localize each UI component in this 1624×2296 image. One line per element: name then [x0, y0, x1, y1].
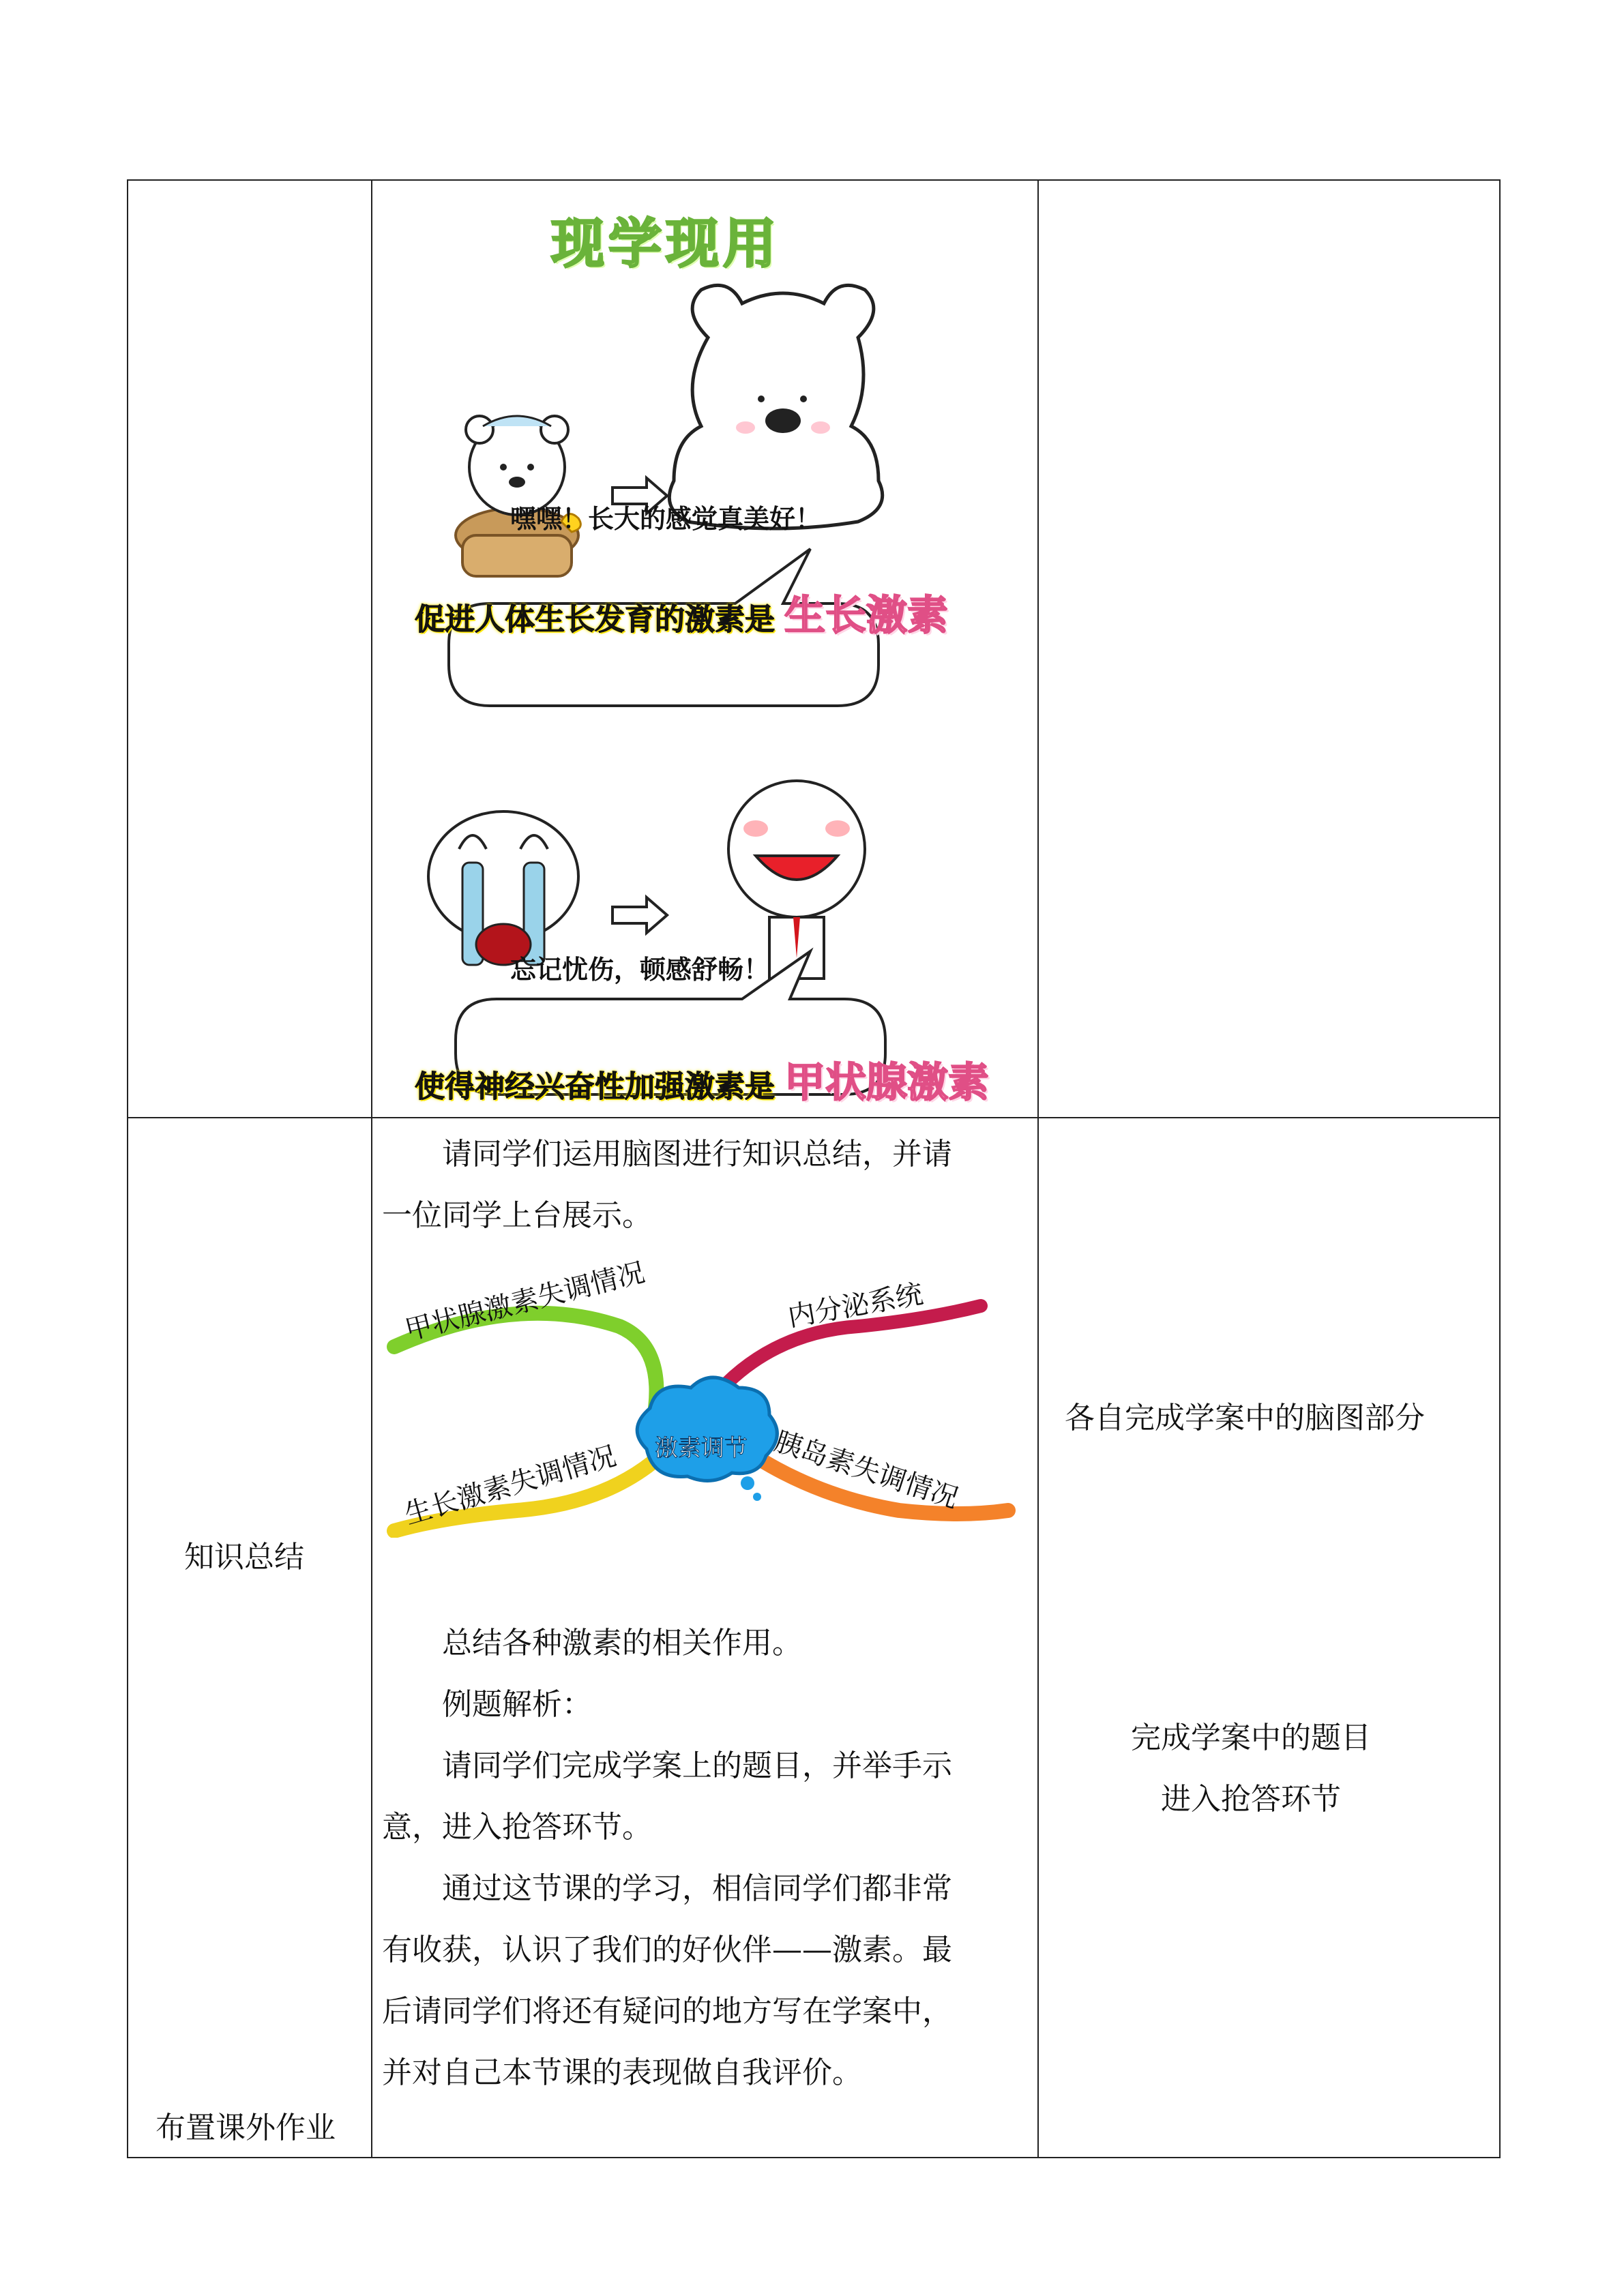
- paragraph-line: 总结各种激素的相关作用。: [442, 1626, 802, 1660]
- stage-label-summary: 知识总结: [184, 1540, 304, 1575]
- paragraph-line: 一位同学上台展示。: [382, 1198, 652, 1233]
- big-bear-icon: [669, 285, 882, 528]
- teacher-activities: [382, 1613, 1030, 2104]
- mind-map-branch: 内分泌系统: [785, 1278, 926, 1333]
- paragraph-line: 后请同学们将还有疑问的地方写在学案中，: [382, 1994, 952, 2029]
- teacher-intro: [382, 1124, 1030, 1247]
- small-bear-icon: [456, 416, 580, 576]
- student-activity: 各自完成学案中的脑图部分: [1065, 1401, 1425, 1435]
- caption-prefix: 促进人体生长发育的激素是: [415, 602, 775, 637]
- hormone-caption: [415, 1050, 989, 1109]
- column-divider: [371, 181, 372, 2157]
- hormone-name-highlight: 甲状腺激素: [784, 1059, 989, 1107]
- paragraph-line: 有收获，认识了我们的好伙伴——激素。最: [382, 1933, 952, 1967]
- mind-map-branch: 胰岛素失调情况: [770, 1425, 962, 1515]
- arrow-right-icon: [612, 897, 667, 933]
- paragraph-line: 意，进入抢答环节。: [382, 1810, 652, 1845]
- illustration-title: 现学现用: [551, 213, 781, 275]
- paragraph-line: 请同学们运用脑图进行知识总结，并请: [442, 1137, 952, 1172]
- lesson-table: [127, 179, 1501, 2158]
- paragraph-line: 请同学们完成学案上的题目，并举手示: [442, 1748, 952, 1783]
- student-activity: 进入抢答环节: [1161, 1782, 1341, 1817]
- mind-map: [381, 1251, 1035, 1538]
- mind-map-center: 激素调节: [655, 1435, 748, 1462]
- paragraph-line: 通过这节课的学习，相信同学们都非常: [442, 1871, 952, 1906]
- speech-bubble-text: 忘记忧伤，顿感舒畅！: [510, 955, 770, 985]
- paragraph-line: 并对自己本节课的表现做自我评价。: [382, 2055, 862, 2090]
- illustration-panel: [387, 263, 1042, 1115]
- mind-map-branch: 甲状腺激素失调情况: [402, 1256, 648, 1347]
- stage-label-homework: 布置课外作业: [156, 2111, 336, 2145]
- paragraph-line: 例题解析：: [442, 1687, 592, 1722]
- caption-prefix: 使得神经兴奋性加强激素是: [415, 1069, 775, 1104]
- hormone-caption: [415, 583, 948, 642]
- hormone-name-highlight: 生长激素: [784, 592, 948, 640]
- speech-bubble-text: 嘿嘿！长大的感觉真美好！: [510, 504, 822, 534]
- student-activity: 完成学案中的题目: [1131, 1720, 1371, 1755]
- mind-map-branch: 生长激素失调情况: [401, 1440, 620, 1531]
- crying-face-icon: [428, 811, 578, 965]
- row-divider: [128, 1117, 1499, 1118]
